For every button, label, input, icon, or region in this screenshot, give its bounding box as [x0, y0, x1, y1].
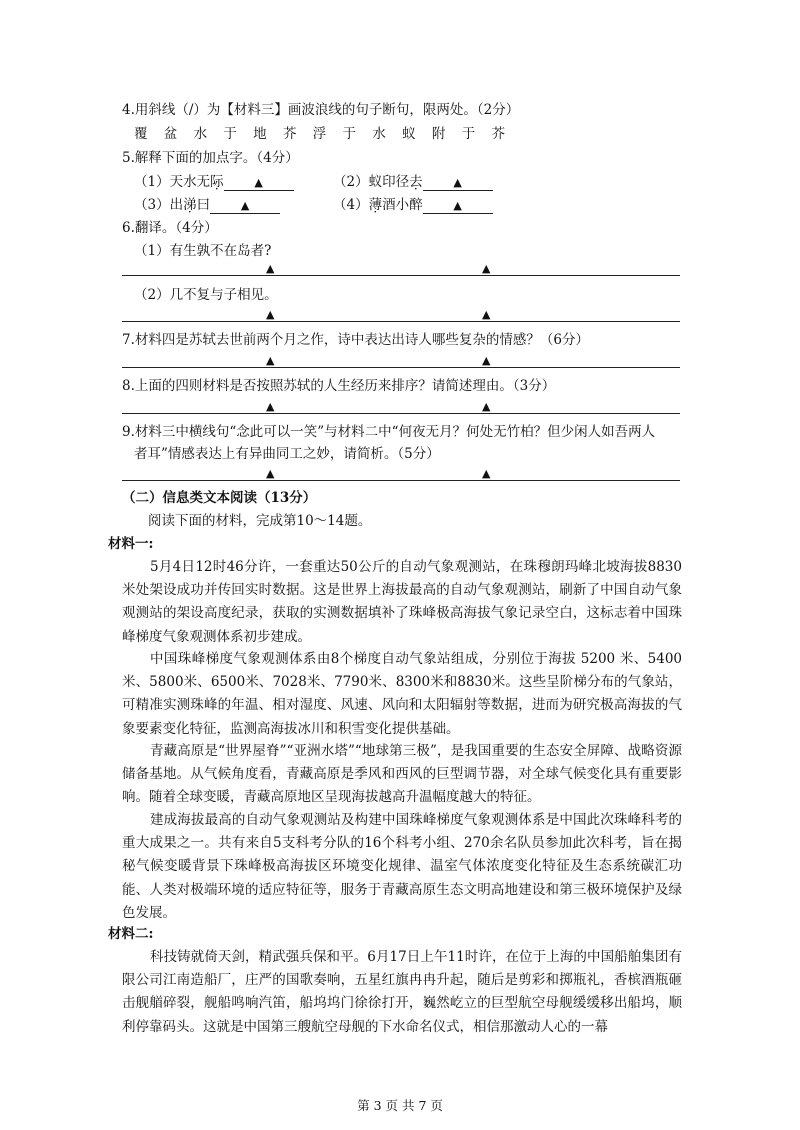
question-4-sentence: 覆 盆 水 于 地 芥 浮 于 水 蚁 附 于 芥	[134, 126, 511, 142]
answer-mark: ▲	[266, 400, 275, 413]
answer-line[interactable]	[122, 367, 680, 368]
answer-mark: ▲	[482, 354, 491, 367]
question-6-stem: 6.翻译。（4分）	[122, 220, 218, 236]
answer-mark: ▲	[266, 262, 275, 275]
answer-line[interactable]	[122, 275, 680, 276]
question-6-sentence-1: （1）有生孰不在岛者?	[134, 243, 272, 259]
question-8-stem: 8.上面的四则材料是否按照苏轼的人生经历来排序？请简述理由。（3分）	[122, 378, 556, 394]
answer-blank[interactable]: ▲	[210, 199, 280, 214]
question-5-item-2: （2）蚁印径去 ▲	[333, 172, 493, 192]
answer-blank[interactable]: ▲	[423, 176, 493, 191]
question-5-stem: 5.解释下面的加点字。（4分）	[122, 150, 299, 166]
dotted-char: 涕	[183, 197, 197, 213]
dotted-char: 际	[210, 174, 224, 190]
question-9-stem-line-2: 者耳”情感表达上有异曲同工之妙，请简析。（5分）	[134, 446, 440, 462]
answer-mark: ▲	[482, 467, 491, 480]
material-2-paragraph-1: 科技铸就倚天剑，精武强兵保和平。6月17日上午11时许，在位于上海的中国船舶集团有限公司江南造船厂，庄严的国歌奏响，五星红旗冉冉升起，随后是剪彩和掷瓶礼，香槟酒瓶砸击舰艏碎裂，舰船鸣响汽笛，船坞坞门徐徐打开，巍然屹立的巨型航空母舰缓缓移出船坞，顺利停靠码头。这就是中国第三艘航空母舰的下水命名仪式，相信那激动人心的一幕	[122, 949, 682, 1035]
material-2-label: 材料二:	[108, 926, 154, 942]
page-number: 第 3 页 共 7 页	[357, 1098, 443, 1113]
section-2-instruction: 阅读下面的材料，完成第10～14题。	[148, 513, 372, 529]
material-1-paragraph-3: 青藏高原是“世界屋脊”“亚洲水塔”“地球第三极”，是我国重要的生态安全屏障、战略资源储备基地。从气候角度看，青藏高原是季风和西风的巨型调节器，对全球气候变化具有重要影响。随着全球变暖，青藏高原地区呈现海拔越高升温幅度越大的特征。	[122, 743, 682, 806]
material-1-paragraph-2: 中国珠峰梯度气象观测体系由8个梯度自动气象站组成，分别位于海拔 5200 米、5400米、5800米、6500米、7028米、7790米、8300米和8830米。这些呈阶梯分布的气象站，可精准实测珠峰的年温、相对湿度、风速、风向和太阳辐射等数据，进而为研究极高海拔的气象要素变化特征，监测高海拔冰川和积雪变化提供基础。	[122, 651, 682, 737]
answer-blank[interactable]: ▲	[224, 176, 294, 191]
answer-mark: ▲	[266, 354, 275, 367]
question-5-item-4: （4）薄酒小醉 ▲	[333, 195, 493, 215]
answer-mark: ▲	[482, 400, 491, 413]
material-1-label: 材料一:	[108, 536, 154, 552]
question-5-item-1: （1）天水无际 ▲	[134, 172, 294, 192]
section-2-title: （二）信息类文本阅读（13分）	[122, 490, 317, 506]
question-4-stem: 4.用斜线（/）为【材料三】画波浪线的句子断句，限两处。（2分）	[122, 102, 520, 118]
answer-mark: ▲	[266, 308, 275, 321]
answer-mark: ▲	[266, 467, 275, 480]
material-1-paragraph-4: 建成海拔最高的自动气象观测站及构建中国珠峰梯度气象观测体系是中国此次珠峰科考的重大成果之一。共有来自5支科考分队的16个科考小组、270余名队员参加此次科考，旨在揭秘气候变暖背景下珠峰极高海拔区环境变化规律、温室气体浓度变化特征及生态系统碳汇功能、人类对极端环境的适应特征等，服务于青藏高原生态文明高地建设和第三极环境保护及绿色发展。	[122, 812, 682, 921]
answer-mark: ▲	[482, 308, 491, 321]
question-9-stem-line-1: 9.材料三中横线句“念此可以一笑”与材料二中“何夜无月？何处无竹柏？但少闲人如吾两人	[122, 424, 656, 440]
dotted-char: 去	[409, 174, 423, 190]
answer-mark: ▲	[482, 262, 491, 275]
answer-blank[interactable]: ▲	[423, 199, 493, 214]
answer-line[interactable]	[122, 321, 680, 322]
dotted-char: 薄	[368, 197, 383, 213]
question-7-stem: 7.材料四是苏轼去世前两个月之作，诗中表达出诗人哪些复杂的情感？（6分）	[122, 332, 589, 348]
material-1-paragraph-1: 5月4日12时46分许，一套重达50公斤的自动气象观测站，在珠穆朗玛峰北坡海拔8830米处架设成功并传回实时数据。这是世界上海拔最高的自动气象观测站，刷新了中国自动气象观测站的架设高度纪录，获取的实测数据填补了珠峰极高海拔气象记录空白，这标志着中国珠峰梯度气象观测体系初步建成。	[122, 559, 682, 645]
answer-line[interactable]	[122, 480, 680, 481]
answer-line[interactable]	[122, 413, 680, 414]
question-5-item-3: （3）出涕曰 ▲	[134, 195, 280, 215]
question-6-sentence-2: （2）几不复与子相见。	[134, 287, 278, 303]
